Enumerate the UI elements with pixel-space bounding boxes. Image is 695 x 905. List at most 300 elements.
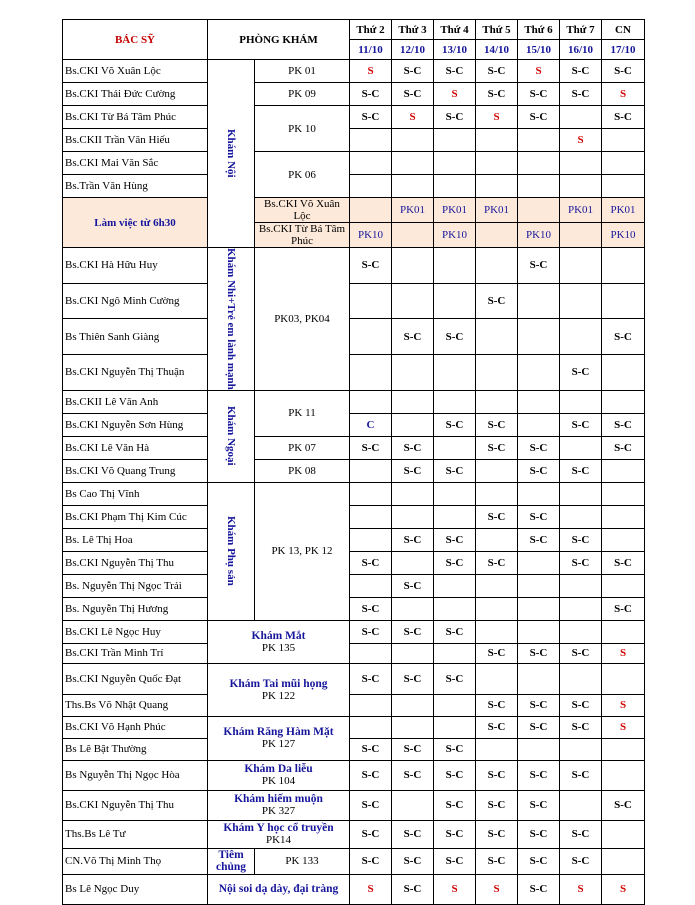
- doctor-name: Bs.CKI Võ Xuân Lộc: [63, 60, 208, 83]
- room-cell: PK 09: [255, 83, 350, 106]
- schedule-cell: S-C: [350, 620, 392, 643]
- schedule-cell: [350, 528, 392, 551]
- schedule-cell: S-C: [476, 760, 518, 790]
- schedule-cell: [518, 597, 560, 620]
- special-room-cell: [560, 223, 602, 248]
- schedule-cell: [350, 390, 392, 413]
- schedule-cell: [350, 355, 392, 391]
- dept-tmh: [208, 663, 350, 716]
- schedule-cell: [392, 597, 434, 620]
- special-room-cell: PK01: [392, 198, 434, 223]
- room-cell: PK 133: [255, 848, 350, 874]
- doctor-name: Bs. Nguyễn Thị Hương: [63, 597, 208, 620]
- schedule-cell: [476, 738, 518, 760]
- dept-title: Tiêm chủng: [215, 849, 247, 874]
- schedule-cell: S: [392, 106, 434, 129]
- schedule-cell: S-C: [434, 528, 476, 551]
- room-cell: PK 01: [255, 60, 350, 83]
- schedule-cell: S-C: [434, 551, 476, 574]
- doctor-name: Bs.Trần Văn Hùng: [63, 175, 208, 198]
- schedule-cell: S-C: [434, 60, 476, 83]
- schedule-cell: S-C: [434, 790, 476, 820]
- schedule-cell: S: [518, 60, 560, 83]
- doctor-name: Bs. Nguyễn Thị Ngọc Trải: [63, 574, 208, 597]
- schedule-cell: S-C: [602, 790, 645, 820]
- doctor-row: [63, 175, 645, 198]
- schedule-cell: [476, 175, 518, 198]
- schedule-cell: [476, 597, 518, 620]
- schedule-cell: S-C: [518, 643, 560, 663]
- schedule-cell: [476, 390, 518, 413]
- header-day: Thứ 3: [392, 20, 434, 40]
- special-room-cell: PK10: [434, 223, 476, 248]
- doctor-name: Bs.CKI Nguyễn Thị Thuận: [63, 355, 208, 391]
- schedule-cell: [560, 106, 602, 129]
- schedule-cell: [350, 505, 392, 528]
- schedule-cell: S-C: [560, 551, 602, 574]
- special-room-cell: PK01: [602, 198, 645, 223]
- header-date: 11/10: [350, 40, 392, 60]
- special-doctor: Bs.CKI Từ Bá Tâm Phúc: [255, 223, 350, 248]
- schedule-cell: S: [602, 716, 645, 738]
- schedule-cell: [560, 738, 602, 760]
- schedule-cell: S-C: [518, 790, 560, 820]
- schedule-cell: [560, 283, 602, 319]
- schedule-cell: S-C: [350, 248, 392, 284]
- schedule-cell: [434, 175, 476, 198]
- doctor-row: [63, 694, 645, 716]
- dept-tiemchung: [208, 848, 255, 874]
- doctor-name: Bs Thiên Sanh Giàng: [63, 319, 208, 355]
- schedule-table: [62, 19, 645, 905]
- schedule-cell: [434, 716, 476, 738]
- schedule-cell: [434, 482, 476, 505]
- schedule-cell: [476, 319, 518, 355]
- header-doctor: BÁC SỸ: [63, 20, 208, 60]
- doctor-name: Bs.CKI Lê Ngọc Huy: [63, 620, 208, 643]
- schedule-cell: S-C: [560, 760, 602, 790]
- doctor-name: Bs Cao Thị Vĩnh: [63, 482, 208, 505]
- schedule-cell: [476, 152, 518, 175]
- schedule-cell: S-C: [560, 355, 602, 391]
- schedule-cell: S-C: [350, 760, 392, 790]
- schedule-cell: [602, 390, 645, 413]
- schedule-cell: S: [602, 694, 645, 716]
- header-day: Thứ 6: [518, 20, 560, 40]
- doctor-row: [63, 60, 645, 83]
- dept-title: Khám hiếm muộn: [234, 793, 323, 806]
- schedule-cell: S-C: [392, 663, 434, 694]
- doctor-name: Bs.CKI Từ Bá Tâm Phúc: [63, 106, 208, 129]
- schedule-cell: [602, 505, 645, 528]
- schedule-cell: [602, 482, 645, 505]
- schedule-cell: [392, 390, 434, 413]
- schedule-cell: [560, 663, 602, 694]
- schedule-cell: [518, 152, 560, 175]
- schedule-cell: [602, 738, 645, 760]
- doctor-name: Bs.CKI Nguyễn Sơn Hùng: [63, 413, 208, 436]
- doctor-name: Ths.Bs Võ Nhật Quang: [63, 694, 208, 716]
- schedule-cell: S-C: [518, 874, 560, 904]
- schedule-cell: [392, 716, 434, 738]
- doctor-name: Bs Nguyễn Thị Ngọc Hòa: [63, 760, 208, 790]
- schedule-cell: S-C: [434, 106, 476, 129]
- doctor-row: [63, 663, 645, 694]
- room-cell: PK 07: [255, 436, 350, 459]
- schedule-cell: S-C: [434, 413, 476, 436]
- doctor-row: [63, 643, 645, 663]
- special-room-cell: PK10: [602, 223, 645, 248]
- schedule-cell: S-C: [476, 283, 518, 319]
- schedule-cell: [560, 319, 602, 355]
- dept-noi: Khám Nội: [208, 60, 255, 248]
- dept-room: PK 127: [261, 738, 296, 751]
- schedule-cell: S: [476, 874, 518, 904]
- schedule-cell: S-C: [560, 820, 602, 848]
- schedule-cell: [560, 790, 602, 820]
- schedule-cell: S-C: [476, 413, 518, 436]
- room-cell: PK 08: [255, 459, 350, 482]
- schedule-cell: S-C: [560, 716, 602, 738]
- special-room-cell: PK10: [350, 223, 392, 248]
- doctor-row: [63, 551, 645, 574]
- schedule-cell: [392, 551, 434, 574]
- schedule-cell: S-C: [350, 597, 392, 620]
- schedule-cell: S-C: [518, 848, 560, 874]
- doctor-name: Bs.CKI Hà Hữu Huy: [63, 248, 208, 284]
- schedule-cell: [602, 248, 645, 284]
- schedule-cell: [392, 152, 434, 175]
- schedule-cell: S: [434, 874, 476, 904]
- schedule-cell: [350, 716, 392, 738]
- schedule-cell: [602, 283, 645, 319]
- schedule-cell: [434, 129, 476, 152]
- schedule-cell: [560, 248, 602, 284]
- header-row-days: [63, 20, 645, 40]
- header-date: 17/10: [602, 40, 645, 60]
- schedule-cell: [392, 283, 434, 319]
- doctor-name: Bs.CKI Thái Đức Cường: [63, 83, 208, 106]
- schedule-cell: S-C: [350, 106, 392, 129]
- doctor-name: Bs.CKI Nguyễn Thị Thu: [63, 790, 208, 820]
- schedule-cell: [476, 459, 518, 482]
- schedule-cell: S-C: [476, 436, 518, 459]
- schedule-cell: [518, 283, 560, 319]
- doctor-name: Bs.CKI Ngô Minh Cường: [63, 283, 208, 319]
- schedule-cell: [434, 152, 476, 175]
- schedule-cell: S-C: [392, 738, 434, 760]
- schedule-cell: [602, 459, 645, 482]
- schedule-cell: [434, 355, 476, 391]
- schedule-cell: S-C: [392, 848, 434, 874]
- schedule-cell: S-C: [518, 528, 560, 551]
- header-date: 15/10: [518, 40, 560, 60]
- header-day: Thứ 7: [560, 20, 602, 40]
- dept-hiemmuon: [208, 790, 350, 820]
- schedule-cell: [476, 482, 518, 505]
- schedule-cell: [560, 390, 602, 413]
- schedule-cell: S-C: [350, 551, 392, 574]
- doctor-row: [63, 129, 645, 152]
- schedule-cell: [434, 505, 476, 528]
- dept-title: Khám Da liễu: [244, 763, 313, 776]
- doctor-row: [63, 620, 645, 643]
- schedule-cell: S-C: [518, 694, 560, 716]
- schedule-cell: S-C: [350, 848, 392, 874]
- schedule-cell: S-C: [350, 436, 392, 459]
- header-date: 12/10: [392, 40, 434, 60]
- dept-room: PK 327: [261, 805, 296, 818]
- schedule-cell: [434, 390, 476, 413]
- schedule-cell: [602, 129, 645, 152]
- schedule-cell: [518, 175, 560, 198]
- special-room-cell: [392, 223, 434, 248]
- schedule-cell: [350, 574, 392, 597]
- room-cell: PK 11: [255, 390, 350, 436]
- schedule-cell: S-C: [602, 413, 645, 436]
- schedule-cell: [560, 152, 602, 175]
- special-room-cell: PK10: [518, 223, 560, 248]
- dept-nhi: Khám Nhi+Trẻ em lành mạnh: [208, 248, 255, 391]
- room-cell: PK03, PK04: [255, 248, 350, 391]
- schedule-cell: S-C: [392, 436, 434, 459]
- schedule-cell: S-C: [392, 83, 434, 106]
- header-date: 13/10: [434, 40, 476, 60]
- schedule-cell: S-C: [350, 663, 392, 694]
- schedule-cell: [602, 760, 645, 790]
- special-room-cell: [350, 198, 392, 223]
- doctor-row: [63, 597, 645, 620]
- schedule-cell: [350, 152, 392, 175]
- schedule-cell: S-C: [560, 694, 602, 716]
- schedule-cell: [602, 152, 645, 175]
- schedule-cell: [434, 574, 476, 597]
- schedule-cell: S-C: [392, 760, 434, 790]
- schedule-cell: [476, 129, 518, 152]
- schedule-cell: [560, 620, 602, 643]
- doctor-row: [63, 106, 645, 129]
- schedule-cell: S-C: [476, 60, 518, 83]
- doctor-row: [63, 355, 645, 391]
- schedule-cell: [476, 528, 518, 551]
- schedule-cell: S-C: [560, 643, 602, 663]
- schedule-cell: [434, 248, 476, 284]
- schedule-cell: S-C: [560, 60, 602, 83]
- schedule-cell: S-C: [434, 738, 476, 760]
- doctor-name: Bs.CKI Phạm Thị Kim Cúc: [63, 505, 208, 528]
- dept-dalieu: [208, 760, 350, 790]
- doctor-row: [63, 152, 645, 175]
- doctor-name: Bs.CKI Trần Minh Trí: [63, 643, 208, 663]
- doctor-row: [63, 248, 645, 284]
- dept-title: Khám Tai mũi họng: [229, 677, 328, 690]
- schedule-cell: [392, 413, 434, 436]
- schedule-cell: [392, 694, 434, 716]
- schedule-cell: [434, 597, 476, 620]
- special-doctor: Bs.CKI Võ Xuân Lộc: [255, 198, 350, 223]
- room-cell: PK 10: [255, 106, 350, 152]
- schedule-cell: [350, 319, 392, 355]
- schedule-cell: [518, 574, 560, 597]
- schedule-cell: S-C: [434, 620, 476, 643]
- dept-title: Khám Mắt: [251, 629, 306, 642]
- schedule-cell: S-C: [476, 848, 518, 874]
- doctor-row: [63, 528, 645, 551]
- schedule-cell: [518, 620, 560, 643]
- schedule-cell: S-C: [392, 60, 434, 83]
- schedule-cell: S-C: [476, 694, 518, 716]
- schedule-cell: S-C: [518, 760, 560, 790]
- schedule-cell: [518, 663, 560, 694]
- doctor-name: Bs.CKI Mai Văn Sắc: [63, 152, 208, 175]
- doctor-row: [63, 574, 645, 597]
- doctor-name: Bs.CKII Trần Văn Hiếu: [63, 129, 208, 152]
- schedule-cell: [560, 482, 602, 505]
- dept-phusan: Khám Phụ sản: [208, 482, 255, 620]
- schedule-cell: S-C: [602, 319, 645, 355]
- doctor-row: [63, 505, 645, 528]
- schedule-cell: [602, 663, 645, 694]
- schedule-cell: [392, 643, 434, 663]
- schedule-cell: S-C: [434, 459, 476, 482]
- dept-title: Nội soi dạ dày, đại tràng: [218, 883, 339, 896]
- schedule-cell: [392, 790, 434, 820]
- schedule-cell: S: [476, 106, 518, 129]
- schedule-cell: [434, 643, 476, 663]
- schedule-cell: [434, 283, 476, 319]
- schedule-cell: S-C: [560, 848, 602, 874]
- schedule-cell: S-C: [518, 820, 560, 848]
- schedule-cell: S: [350, 874, 392, 904]
- schedule-cell: [350, 482, 392, 505]
- doctor-name: Bs.CKI Võ Hạnh Phúc: [63, 716, 208, 738]
- schedule-cell: S-C: [518, 459, 560, 482]
- special-room-cell: PK01: [476, 198, 518, 223]
- doctor-row: [63, 283, 645, 319]
- dept-room: PK14: [265, 834, 292, 847]
- doctor-name: Bs. Lê Thị Hoa: [63, 528, 208, 551]
- doctor-name: Bs.CKI Nguyễn Thị Thu: [63, 551, 208, 574]
- special-room-cell: [518, 198, 560, 223]
- doctor-name: Ths.Bs Lê Tư: [63, 820, 208, 848]
- schedule-cell: S-C: [392, 820, 434, 848]
- doctor-row: [63, 820, 645, 848]
- schedule-cell: S-C: [476, 790, 518, 820]
- schedule-cell: S-C: [602, 106, 645, 129]
- schedule-cell: S-C: [476, 643, 518, 663]
- schedule-cell: S: [602, 874, 645, 904]
- header-day: Thứ 2: [350, 20, 392, 40]
- special-room-cell: [476, 223, 518, 248]
- schedule-cell: S-C: [518, 716, 560, 738]
- schedule-cell: [518, 551, 560, 574]
- room-cell: PK 13, PK 12: [255, 482, 350, 620]
- schedule-cell: S-C: [476, 716, 518, 738]
- dept-rhm: [208, 716, 350, 760]
- header-day: CN: [602, 20, 645, 40]
- schedule-cell: S-C: [560, 413, 602, 436]
- schedule-cell: [392, 355, 434, 391]
- schedule-cell: [392, 505, 434, 528]
- schedule-cell: S-C: [392, 528, 434, 551]
- schedule-cell: [392, 248, 434, 284]
- doctor-name: Bs.CKI Võ Quang Trung: [63, 459, 208, 482]
- schedule-cell: [476, 248, 518, 284]
- doctor-row: [63, 738, 645, 760]
- schedule-cell: S-C: [434, 848, 476, 874]
- doctor-name: Bs Lê Ngọc Duy: [63, 874, 208, 904]
- schedule-cell: [392, 175, 434, 198]
- schedule-cell: S-C: [392, 620, 434, 643]
- schedule-cell: S-C: [392, 459, 434, 482]
- schedule-cell: [350, 694, 392, 716]
- header-date: 16/10: [560, 40, 602, 60]
- schedule-cell: S-C: [560, 459, 602, 482]
- schedule-cell: S: [350, 60, 392, 83]
- doctor-name: Bs.CKI Lê Văn Hà: [63, 436, 208, 459]
- schedule-cell: [518, 482, 560, 505]
- schedule-cell: [392, 129, 434, 152]
- doctor-row: [63, 390, 645, 413]
- schedule-cell: S-C: [476, 551, 518, 574]
- schedule-cell: S-C: [518, 248, 560, 284]
- schedule-cell: S-C: [350, 83, 392, 106]
- schedule-cell: S-C: [518, 436, 560, 459]
- dept-room: PK 135: [261, 641, 296, 654]
- schedule-cell: S-C: [476, 83, 518, 106]
- schedule-cell: [602, 175, 645, 198]
- schedule-cell: S: [560, 129, 602, 152]
- schedule-cell: S-C: [518, 505, 560, 528]
- doctor-row: [63, 319, 645, 355]
- schedule-cell: S-C: [434, 319, 476, 355]
- doctor-row: [63, 716, 645, 738]
- schedule-cell: [476, 663, 518, 694]
- schedule-cell: S-C: [350, 790, 392, 820]
- schedule-cell: S-C: [602, 551, 645, 574]
- schedule-cell: S-C: [476, 505, 518, 528]
- schedule-cell: S: [560, 874, 602, 904]
- header-day: Thứ 4: [434, 20, 476, 40]
- schedule-cell: S-C: [350, 738, 392, 760]
- header-day: Thứ 5: [476, 20, 518, 40]
- schedule-cell: S-C: [392, 319, 434, 355]
- schedule-cell: S: [602, 83, 645, 106]
- schedule-cell: S-C: [518, 106, 560, 129]
- header-clinic: PHÒNG KHÁM: [208, 20, 350, 60]
- dept-room: PK 104: [261, 775, 296, 788]
- doctor-name: Bs.CKI Nguyễn Quốc Đạt: [63, 663, 208, 694]
- schedule-cell: S-C: [518, 83, 560, 106]
- dept-title: Khám Y học cổ truyền: [223, 822, 334, 835]
- header-date: 14/10: [476, 40, 518, 60]
- schedule-cell: S-C: [434, 820, 476, 848]
- schedule-cell: [350, 175, 392, 198]
- schedule-cell: [518, 355, 560, 391]
- room-cell: PK 06: [255, 152, 350, 198]
- schedule-cell: S-C: [560, 83, 602, 106]
- special-room-cell: PK01: [434, 198, 476, 223]
- schedule-cell: S-C: [434, 760, 476, 790]
- schedule-cell: [602, 528, 645, 551]
- schedule-cell: [602, 574, 645, 597]
- schedule-cell: [518, 129, 560, 152]
- schedule-cell: S-C: [602, 597, 645, 620]
- schedule-cell: [350, 129, 392, 152]
- schedule-cell: S-C: [392, 874, 434, 904]
- schedule-cell: [476, 355, 518, 391]
- special-room-cell: PK01: [560, 198, 602, 223]
